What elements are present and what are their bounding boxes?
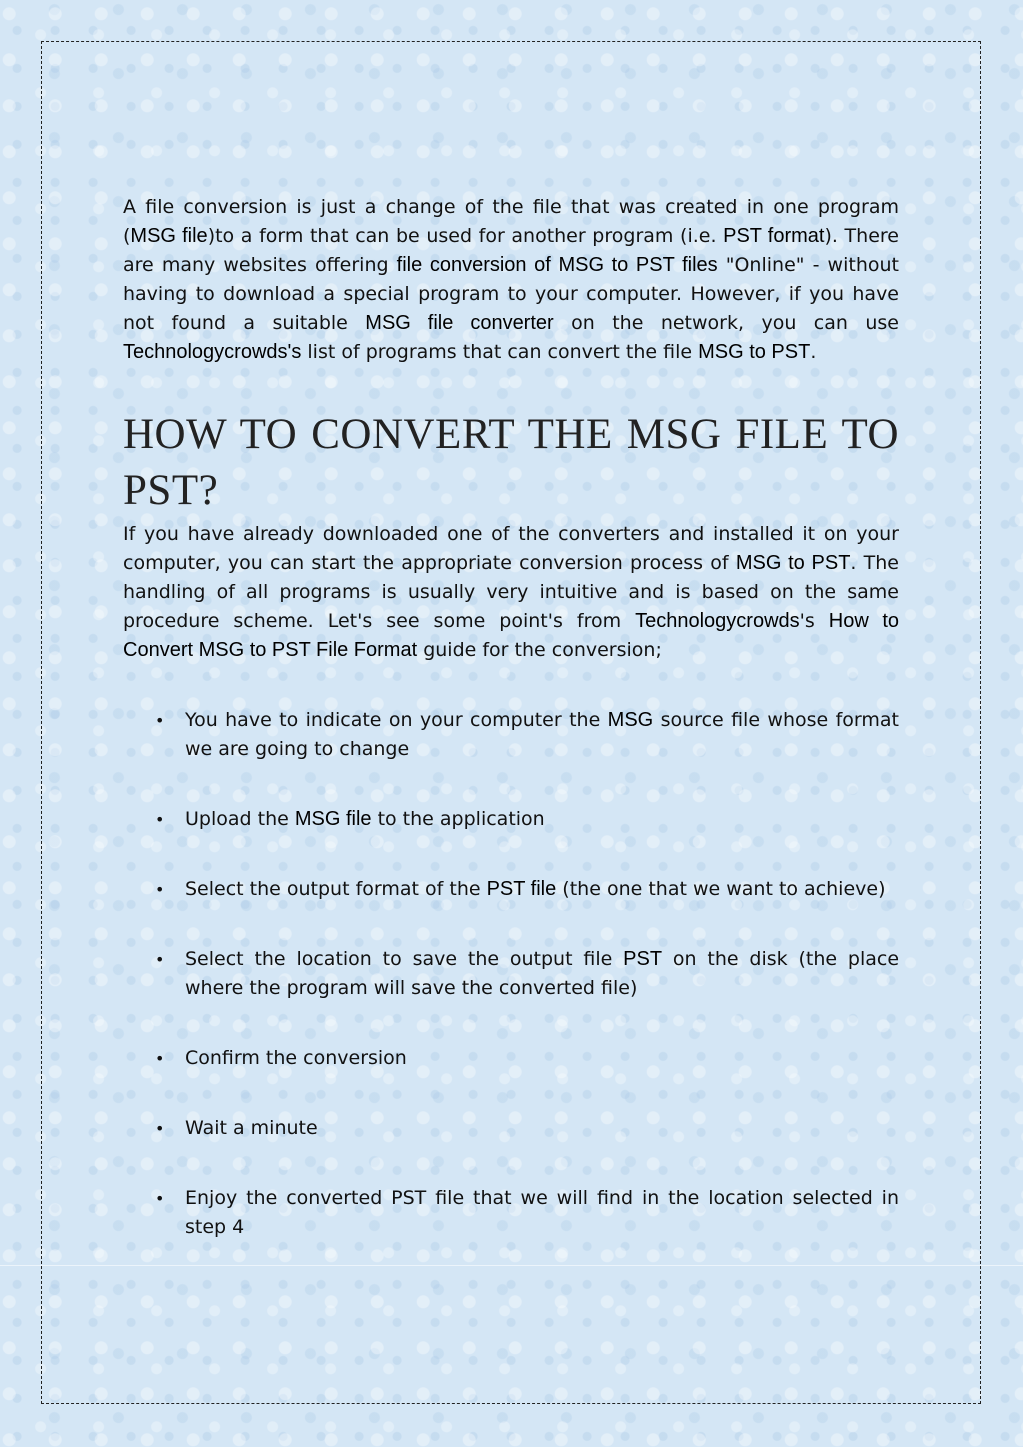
intro-text-7: . [810,341,817,363]
technologycrowds-link[interactable]: Technologycrowds's [123,341,302,363]
intro-text-5: on the network, you can use [553,312,899,334]
file-conversion-link[interactable]: file conversion of MSG to PST files [396,254,718,276]
bullet-icon: • [155,880,165,899]
page-fold-line [0,1265,1023,1266]
technologycrowds-link-2[interactable]: Technologycrowds [635,610,800,632]
intro-text-2: )to a form that can be used for another program (i.e. [207,225,724,247]
step-2 [123,805,899,834]
intro-paragraph [123,193,899,367]
step-text: Upload the [185,808,295,830]
procedure-text-2: . The handling of all programs is usually very intuitive and is based on the same procedure scheme. Let's see some point's from [123,552,899,632]
step-text: You have to indicate on your computer the [185,709,608,731]
how-to-convert-guide-link[interactable]: How to Convert MSG to PST File Format [123,610,899,661]
step-link-msg-file[interactable]: MSG file [294,808,372,830]
step-3 [123,875,899,904]
intro-text-1: A file conversion is just a change of the file that was created in one program ( [123,196,899,247]
intro-text-6: list of programs that can convert the file [301,341,699,363]
step-link-msg[interactable]: MSG [607,709,654,731]
step-7 [123,1184,899,1242]
intro-text-4: "Online" - without having to download a special program to your computer. However, if you have not found a suitable [123,254,899,334]
bullet-icon: • [155,711,165,730]
conversion-steps-list [123,706,899,1242]
pst-format-link[interactable]: PST format [723,225,825,247]
msg-file-link[interactable]: MSG file [130,225,208,247]
step-text: Confirm the conversion [185,1047,407,1069]
step-4 [123,945,899,1003]
bullet-icon: • [155,1049,165,1068]
step-text: source file whose format we are going to change [185,709,899,760]
document-body [123,193,899,1242]
msg-to-pst-link[interactable]: MSG to PST [698,341,811,363]
step-text: to the application [371,808,545,830]
step-text: Select the output format of the [185,878,487,900]
step-text: Wait a minute [185,1117,318,1139]
step-6 [123,1114,899,1143]
step-text: Select the location to save the output file [185,948,624,970]
step-link-pst[interactable]: PST [623,948,663,970]
msg-to-pst-link-2[interactable]: MSG to PST [735,552,851,574]
procedure-text-3: 's [799,610,829,632]
step-text: Enjoy the converted PST file that we will find in the location selected in step 4 [185,1187,899,1238]
procedure-text-4: guide for the conversion; [417,639,662,661]
bullet-icon: • [155,950,165,969]
step-link-pst-file[interactable]: PST file [486,878,557,900]
procedure-paragraph [123,520,899,665]
procedure-text-1: If you have already downloaded one of the converters and installed it on your computer, you can start the appropriate conversion process of [123,523,899,574]
bullet-icon: • [155,810,165,829]
step-5 [123,1044,899,1073]
section-heading: HOW TO CONVERT THE MSG FILE TO PST? [123,411,899,514]
msg-file-converter-link[interactable]: MSG file converter [365,312,554,334]
step-text: on the disk (the place where the program will save the converted file) [185,948,900,999]
step-1 [123,706,899,764]
step-text: (the one that we want to achieve) [556,878,886,900]
bullet-icon: • [155,1189,165,1208]
intro-text-3: ). There are many websites offering [123,225,899,276]
bullet-icon: • [155,1119,165,1138]
